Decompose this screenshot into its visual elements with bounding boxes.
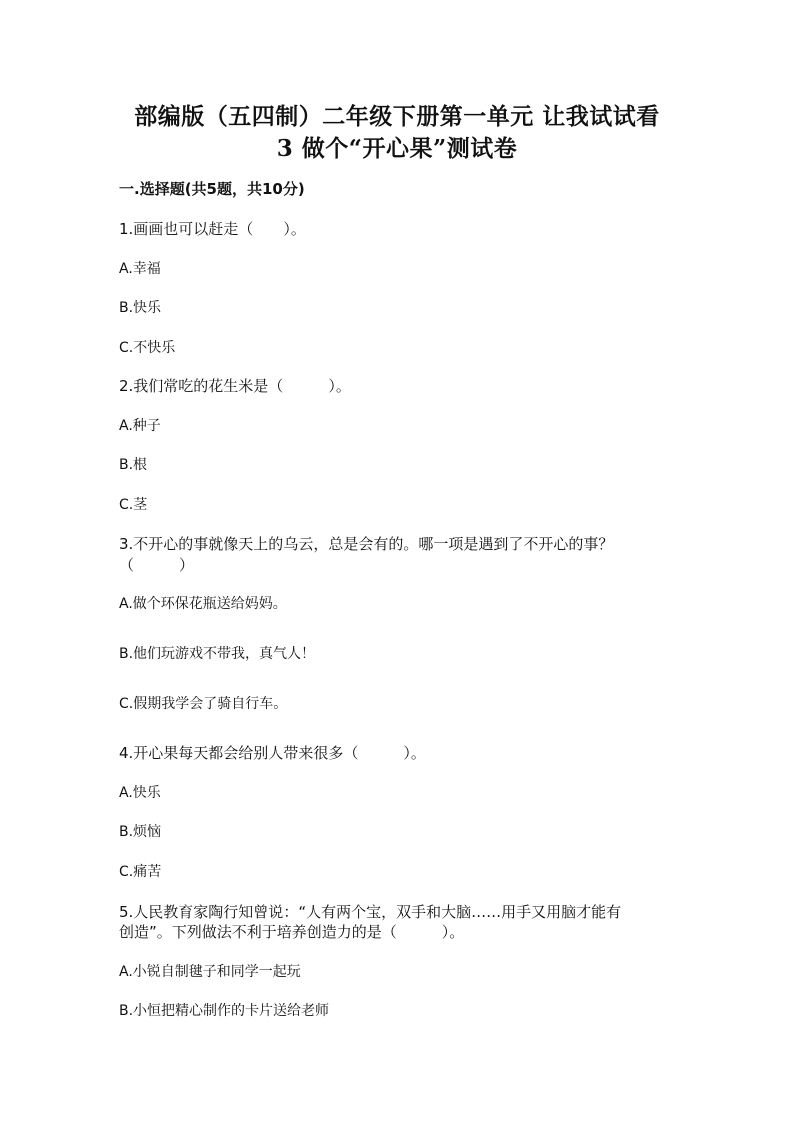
question-1: 1.画画也可以赶走（ ）。 — [119, 220, 306, 238]
q2-option-c: C.茎 — [119, 497, 148, 513]
question-2: 2.我们常吃的花生米是（ ）。 — [119, 377, 351, 395]
q3-option-c: C.假期我学会了骑自行车。 — [119, 696, 288, 712]
q2-option-a: A.种子 — [119, 418, 161, 434]
question-3: 3.不开心的事就像天上的乌云，总是会有的。哪一项是遇到了不开心的事？ — [119, 535, 614, 553]
q1-option-c: C.不快乐 — [119, 340, 176, 356]
q1-option-b: B.快乐 — [119, 300, 162, 316]
q5-option-a: A.小锐自制毽子和同学一起玩 — [119, 964, 301, 980]
question-4: 4.开心果每天都会给别人带来很多（ ）。 — [119, 744, 426, 762]
q5-option-b: B.小恒把精心制作的卡片送给老师 — [119, 1003, 330, 1019]
section-heading: 一.选择题(共5题，共10分) — [119, 180, 305, 198]
q2-option-b: B.根 — [119, 457, 148, 473]
q3-option-b: B.他们玩游戏不带我，真气人！ — [119, 646, 316, 662]
q4-option-b: B.烦恼 — [119, 824, 162, 840]
doc-title-line2: 3 做个“开心果”测试卷 — [276, 135, 518, 162]
q3-option-a: A.做个环保花瓶送给妈妈。 — [119, 596, 287, 612]
q4-option-c: C.痛苦 — [119, 864, 162, 880]
question-3-cont: （ ） — [119, 556, 195, 574]
q4-option-a: A.快乐 — [119, 785, 161, 801]
doc-title-line1: 部编版（五四制）二年级下册第一单元 让我试试看 — [134, 103, 660, 130]
question-5: 5.人民教育家陶行知曾说：“人有两个宝，双手和大脑……用手又用脑才能有 — [119, 903, 622, 921]
question-5-cont: 创造”。下列做法不利于培养创造力的是（ ）。 — [119, 923, 465, 941]
q1-option-a: A.幸福 — [119, 261, 161, 277]
